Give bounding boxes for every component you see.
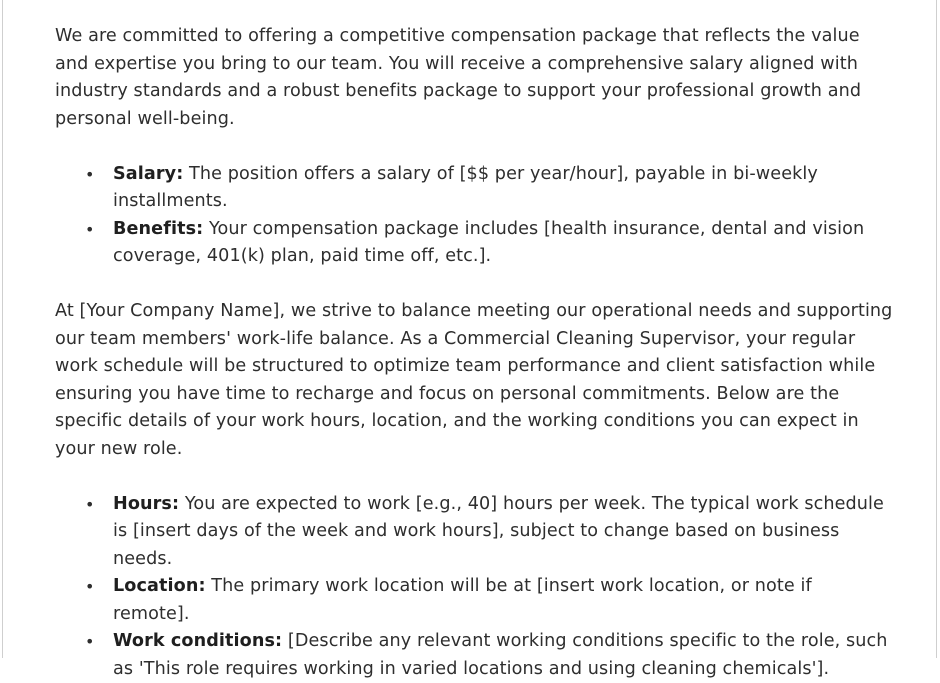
compensation-list — [55, 161, 893, 271]
list-item-work-conditions — [55, 628, 893, 683]
list-item-location — [55, 573, 893, 628]
list-item-benefits — [55, 216, 893, 271]
work-schedule-paragraph: At [Your Company Name], we strive to balance meeting our operational needs and supporting our team members' work-life balance. As a Commercial Cleaning Supervisor, your regular work schedule will be structured to optimize team performance and client satisfaction while ensuring you have time to recharge and focus on personal commitments. Below are the specific details of your work hours, location, and the working conditions you can expect in your new role. — [55, 298, 893, 463]
bullet-icon: • — [85, 628, 95, 656]
work-conditions-text: [Describe any relevant working conditions specific to the role, such as 'This role requires working in varied locations and using cleaning chemicals']. — [113, 631, 888, 679]
document-body — [55, 23, 893, 683]
bullet-icon: • — [85, 161, 95, 189]
benefits-label: Benefits: — [113, 219, 203, 239]
bullet-icon: • — [85, 573, 95, 601]
salary-text: The position offers a salary of [$$ per year/hour], payable in bi-weekly installments. — [113, 164, 818, 212]
hours-text: You are expected to work [e.g., 40] hours per week. The typical work schedule is [insert days of the week and work hours], subject to change based on business needs. — [113, 494, 884, 569]
location-text: The primary work location will be at [insert work location, or note if remote]. — [113, 576, 812, 624]
benefits-text: Your compensation package includes [health insurance, dental and vision coverage, 401(k) plan, paid time off, etc.]. — [113, 219, 864, 267]
document-page — [2, 0, 937, 658]
list-item-hours — [55, 491, 893, 574]
bullet-icon: • — [85, 216, 95, 244]
work-conditions-label: Work conditions: — [113, 631, 282, 651]
salary-label: Salary: — [113, 164, 183, 184]
compensation-intro-paragraph: We are committed to offering a competitive compensation package that reflects the value and expertise you bring to our team. You will receive a comprehensive salary aligned with industry standards and a robust benefits package to support your professional growth and personal well-being. — [55, 23, 893, 133]
list-item-salary — [55, 161, 893, 216]
location-label: Location: — [113, 576, 206, 596]
work-details-list — [55, 491, 893, 683]
bullet-icon: • — [85, 491, 95, 519]
hours-label: Hours: — [113, 494, 179, 514]
